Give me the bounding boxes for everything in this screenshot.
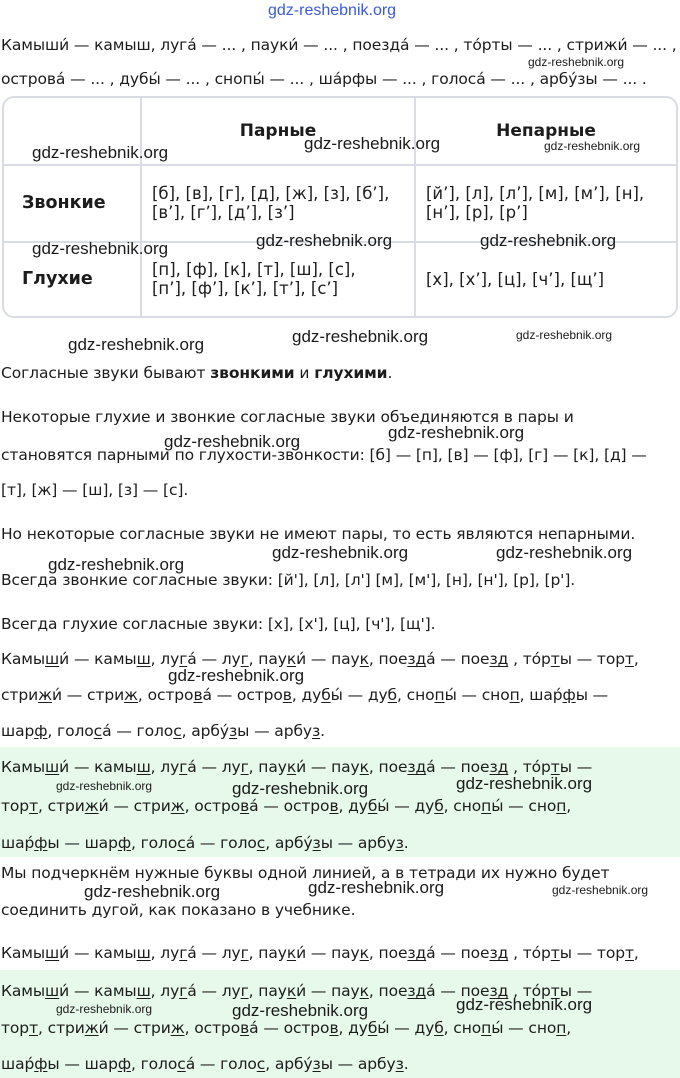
watermark: gdz-reshebnik.org	[496, 543, 633, 562]
answer-2-line-2: торт, стрижи́ — стриж, острова́ — остров, дубы́ — дуб, снопы́ — сноп,	[1, 797, 572, 815]
watermark: gdz-reshebnik.org	[56, 779, 153, 793]
cell-text: [в’], [г’], [д’], [з’]	[152, 203, 295, 223]
answer-1-line-1: Камыши́ — камыш, луга́ — луг, пауки́ — паук, поезда́ — поезд , то́рты — торт,	[1, 650, 639, 668]
row-label-voiceless: Глухие	[4, 243, 142, 316]
watermark: gdz-reshebnik.org	[232, 779, 369, 798]
cell-text: [й’], [л], [л’], [м], [м’], [н],	[426, 184, 645, 204]
watermark: gdz-reshebnik.org	[84, 882, 221, 901]
theory-p3: Но некоторые согласные звуки не имеют пары, то есть являются непарными.	[1, 525, 636, 543]
watermark: gdz-reshebnik.org	[528, 55, 625, 69]
answer-4-line-2: торт, стрижи́ — стриж, острова́ — остров, дубы́ — дуб, снопы́ — сноп,	[1, 1019, 572, 1037]
term-voiceless: глухими	[314, 364, 388, 382]
watermark: gdz-reshebnik.org	[48, 555, 185, 574]
theory-p2-l2: становятся парными по глухости-звонкости: [б] — [п], [в] — [ф], [г] — [к], [д] —	[1, 446, 647, 464]
row-label-voiced: Звонкие	[4, 166, 142, 243]
task-line-1: Камыши́ — камыш, луга́ — ... , пауки́ — ... , поезда́ — ... , то́рты — ... , стрижи́ — ... ,	[1, 36, 677, 54]
explanation-line-2: соединить дугой, как показано в учебнике.	[1, 901, 356, 919]
watermark: gdz-reshebnik.org	[256, 231, 393, 250]
text: .	[387, 364, 393, 382]
cell-text: [б], [в], [г], [д], [ж], [з], [б’],	[152, 184, 390, 204]
answer-2-line-1: Камыши́ — камыш, луга́ — луг, пауки́ — паук, поезда́ — поезд , то́рты —	[1, 758, 593, 776]
watermark: gdz-reshebnik.org	[168, 666, 305, 685]
theory-p2-l3: [т], [ж] — [ш], [з] — [с].	[1, 481, 189, 499]
cell-voiceless-paired	[142, 243, 416, 316]
consonants-table	[2, 96, 678, 318]
theory-p2-l1: Некоторые глухие и звонкие согласные звуки объединяются в пары и	[1, 408, 574, 426]
watermark: gdz-reshebnik.org	[552, 883, 649, 897]
watermark: gdz-reshebnik.org	[56, 1002, 153, 1016]
cell-voiceless-unpaired: [х], [х’], [ц], [ч’], [щ’]	[426, 269, 605, 289]
watermark: gdz-reshebnik.org	[304, 134, 441, 153]
term-voiced: звонкими	[210, 364, 295, 382]
answer-1-line-3: шарф, голоса́ — голос, арбу́зы — арбуз.	[1, 722, 325, 740]
watermark: gdz-reshebnik.org	[232, 1001, 369, 1020]
answer-4-line-3: шар́фы — шарф, голоса́ — голос, арбу́зы — арбуз.	[1, 1055, 409, 1073]
theory-p4: Всегда звонкие согласные звуки: [й'], [л], [л'] [м], [м'], [н], [н'], [р], [р'].	[1, 571, 576, 589]
watermark: gdz-reshebnik.org	[272, 543, 409, 562]
task-line-2: острова́ — ... , дубы́ — ... , снопы́ — ... , ша́рфы — ... , голоса́ — ... , арбу́зы — ... .	[1, 70, 647, 88]
watermark-top[interactable]: gdz-reshebnik.org	[268, 2, 397, 19]
cell-text: [п’], [ф’], [к’], [т’], [с’]	[152, 279, 339, 299]
theory-p5: Всегда глухие согласные звуки: [х], [х'], [ц], [ч'], [щ'].	[1, 615, 436, 633]
watermark: gdz-reshebnik.org	[32, 239, 169, 258]
theory-p1	[1, 364, 392, 382]
watermark: gdz-reshebnik.org	[544, 139, 641, 153]
cell-text: [н’], [р], [р’]	[426, 203, 528, 223]
answer-3-line-1: Камыши́ — камыш, луга́ — луг, пауки́ — паук, поезда́ — поезд , то́рты — торт,	[1, 944, 639, 962]
watermark: gdz-reshebnik.org	[164, 432, 301, 451]
col-header-unpaired: Непарные	[416, 98, 676, 166]
watermark: gdz-reshebnik.org	[456, 774, 593, 793]
answer-1-line-2: стрижи́ — стриж, острова́ — остров, дубы́ — дуб, снопы́ — сноп, шар́фы —	[1, 686, 609, 704]
col-header-paired: Парные	[142, 98, 416, 166]
explanation-line-1: Мы подчеркнём нужные буквы одной линией, а в тетради их нужно будет	[1, 864, 610, 882]
watermark: gdz-reshebnik.org	[32, 143, 169, 162]
watermark: gdz-reshebnik.org	[456, 995, 593, 1014]
watermark: gdz-reshebnik.org	[68, 335, 205, 354]
text: и	[294, 364, 315, 382]
answer-4-line-1: Камыши́ — камыш, луга́ — луг, пауки́ — паук, поезда́ — поезд , то́рты —	[1, 982, 593, 1000]
text: Согласные звуки бывают	[1, 364, 211, 382]
cell-text: [п], [ф], [к], [т], [ш], [с],	[152, 260, 356, 280]
watermark: gdz-reshebnik.org	[308, 878, 445, 897]
watermark: gdz-reshebnik.org	[516, 328, 613, 342]
watermark: gdz-reshebnik.org	[292, 327, 429, 346]
watermark: gdz-reshebnik.org	[388, 423, 525, 442]
answer-2-line-3: шар́фы — шарф, голоса́ — голос, арбу́зы — арбуз.	[1, 834, 409, 852]
watermark: gdz-reshebnik.org	[480, 231, 617, 250]
